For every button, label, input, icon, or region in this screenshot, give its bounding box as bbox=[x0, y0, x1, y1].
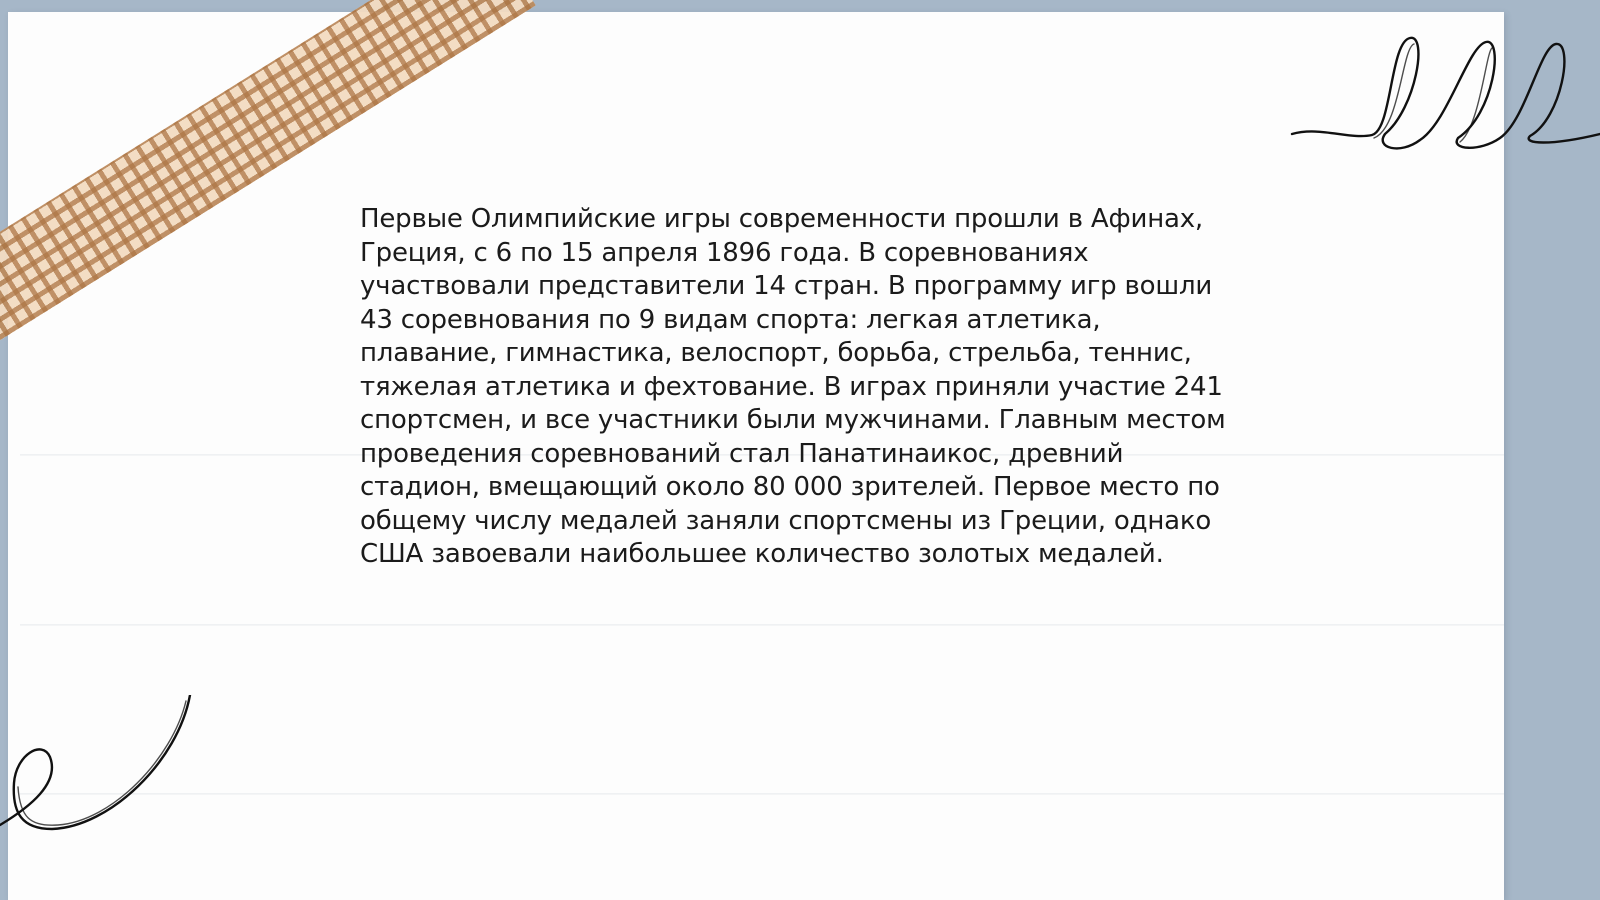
main-paragraph: Первые Олимпийские игры современности прошли в Афинах, Греция, с 6 по 15 апреля 1896 года. В соревнованиях участвовали представители 14 стран. В программу игр вошли 43 соревнования по 9 видам спорта: легкая атлетика, плавание, гимнастика, велоспорт, борьба, стрельба, теннис, тяжелая атлетика и фехтование. В играх приняли участие 241 спортсмен, и все участники были мужчинами. Главным местом проведения соревнований стал Панатинаикос, древний стадион, вмещающий около 80 000 зрителей. Первое место по общему числу медалей заняли спортсмены из Греции, однако США завоевали наибольшее количество золотых медалей. bbox=[360, 204, 1226, 569]
paper-fold-line bbox=[20, 624, 1504, 626]
loop-swoosh-icon bbox=[0, 695, 205, 845]
paper-fold-line bbox=[20, 793, 1504, 795]
loop-scribble-icon bbox=[1290, 30, 1600, 165]
